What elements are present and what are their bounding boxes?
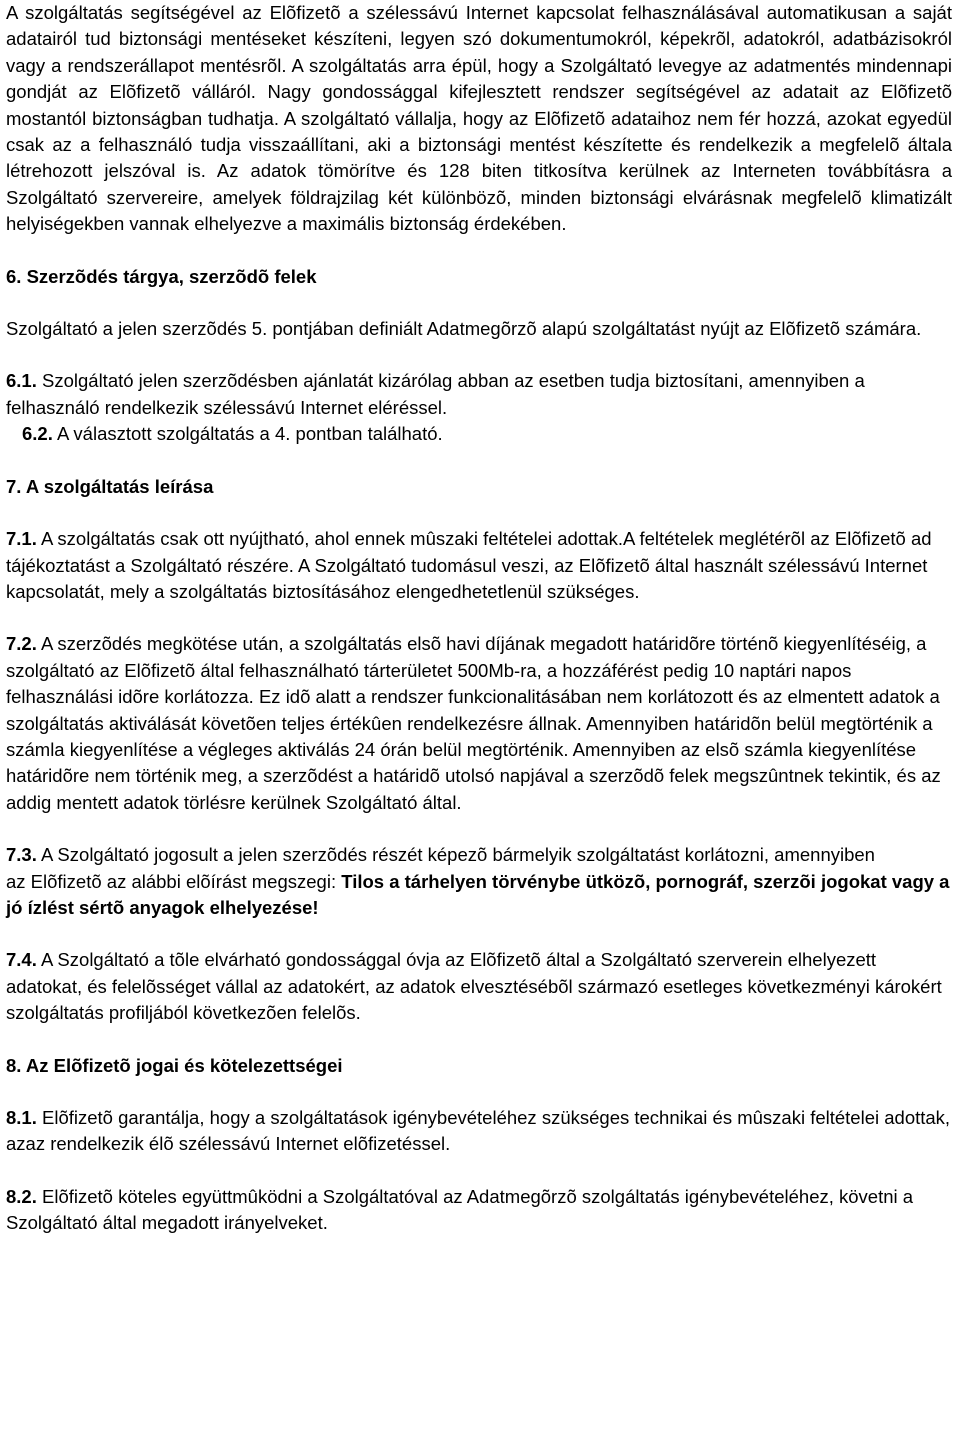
clause-text: az Elõfizetõ az alábbi elõírást megszegi: [6, 870, 342, 892]
section-6-paragraph: Szolgáltató a jelen szerzõdés 5. pontjában definiált Adatmegõrzõ alapú szolgáltatást nyújt az Elõfizetõ számára. [6, 318, 922, 340]
clause-text: A szolgáltatás csak ott nyújtható, ahol ennek mûszaki feltételei adottak.A feltételek meglétérõl az Elõfizetõ ad tájékoztatást a Szolgáltató részére. A Szolgáltató tudomásul veszi, az Elõfizetõ által használt szélessávú Internet kapcsolatát, mely a szolgáltatás biztosításához elengedhetetlenül szükséges. [6, 528, 932, 602]
clause-8-1 [6, 1105, 952, 1158]
clause-text: A Szolgáltató a tõle elvárható gondossággal óvja az Elõfizetõ által a Szolgáltató szerverein elhelyezett adatokat, és felelõsséget vállal az adatokért, az adatok elvesztésébõl származó esetleges következményi károkért szolgáltatás profiljából következõen felelõs. [6, 949, 942, 1024]
section-8-heading: 8. Az Elõfizetõ jogai és kötelezettségei [6, 1054, 343, 1076]
clause-text: Elõfizetõ köteles együttmûködni a Szolgáltatóval az Adatmegõrzõ szolgáltatás igénybevételéhez, követni a Szolgáltató által megadott irányelveket. [6, 1185, 914, 1234]
clause-7-1 [6, 526, 952, 605]
clause-6-1 [6, 368, 952, 421]
clause-text: A szerzõdés megkötése után, a szolgáltatás elsõ havi díjának megadott határidõre történõ kiegyenlítéséig, a szolgáltató az Elõfizetõ által felhasználható tárterületet 500Mb-ra, a hozzáférést pedig 10 naptári napos felhasználási idõre korlátozza. Ez idõ alatt a rendszer funkcionalitásában nem korlátozott és az elmentett adatok a szolgáltatás aktiválását követõen teljes értékûen rendelkezésre állnak. Amennyiben határidõn belül megtörténik a számla kiegyenlítése a végleges aktiválás 24 órán belül megtörténik. Amennyiben az elsõ számla kiegyenlítése határidõre nem történik meg, a szerzõdést a határidõ utolsó napjával a szerzõdõ felek megszûntnek tekintik, és az addig mentett adatok törlésre kerülnek Szolgáltató által. [6, 633, 941, 813]
clause-number: 6.2. [22, 423, 53, 445]
clause-number: 7.3. [6, 844, 37, 866]
clause-7-3 [6, 842, 952, 921]
clause-text: A választott szolgáltatás a 4. pontban található. [52, 423, 443, 445]
clause-text: Szolgáltató jelen szerzõdésben ajánlatát kizárólag abban az esetben tudja biztosítani, amennyiben a felhasználó rendelkezik szélessávú Internet eléréssel. [6, 370, 865, 418]
clause-7-4 [6, 947, 952, 1026]
clause-number: 7.4. [6, 949, 37, 971]
clause-number: 8.1. [6, 1107, 37, 1128]
clause-6-2 [6, 421, 952, 447]
clause-text: A Szolgáltató jogosult a jelen szerzõdés részét képezõ bármelyik szolgáltatást korlátozni, amennyiben [36, 844, 875, 866]
clause-number: 8.2. [6, 1185, 37, 1207]
prohibition-text: Tilos a tárhelyen törvénybe ütközõ, pornográf, szerzõi jogokat vagy a jó ízlést sértõ anyagok elhelyezése! [6, 870, 950, 918]
section-7-heading: 7. A szolgáltatás leírása [6, 475, 214, 497]
intro-paragraph: A szolgáltatás segítségével az Elõfizetõ a szélessávú Internet kapcsolat felhasználásával automatikusan a saját adatairól tud biztonsági mentéseket készíteni, legyen szó dokumentumokról, képekrõl, adatokról, adatbázisokról vagy a rendszerállapot mentésrõl. A szolgáltatás arra épül, hogy a Szolgáltató levegye az adatmentés mindennapi gondját az Elõfizetõ válláról. Nagy gondossággal kifejlesztett rendszer segítségével az adatait az Elõfizetõ mostantól biztonságban tudhatja. A szolgáltató vállalja, hogy az Elõfizetõ adataihoz nem fér hozzá, azokat egyedül csak az a felhasználó tudja visszaállítani, aki a biztonsági mentést készítette és rendelkezik a megfelelõ általa létrehozott jelszóval is. Az adatok tömörítve és 128 biten titkosítva kerülnek az Interneten továbbításra a Szolgáltató szervereire, amelyek földrajzilag két különbözõ, minden biztonsági elvárásnak megfelelõ klimatizált helyiségekben vannak elhelyezve a maximális biztonság érdekében. [6, 2, 952, 235]
clause-number: 6.1. [6, 370, 37, 392]
section-6-heading: 6. Szerzõdés tárgya, szerzõdõ felek [6, 265, 317, 287]
clause-number: 7.1. [6, 528, 37, 550]
clause-text: Elõfizetõ garantálja, hogy a szolgáltatások igénybevételéhez szükséges technikai és mûszaki feltételei adottak, azaz rendelkezik élõ szélessávú Internet elõfizetéssel. [6, 1107, 951, 1155]
clause-8-2 [6, 1184, 952, 1237]
clause-7-2 [6, 631, 952, 816]
clause-number: 7.2. [6, 633, 37, 655]
